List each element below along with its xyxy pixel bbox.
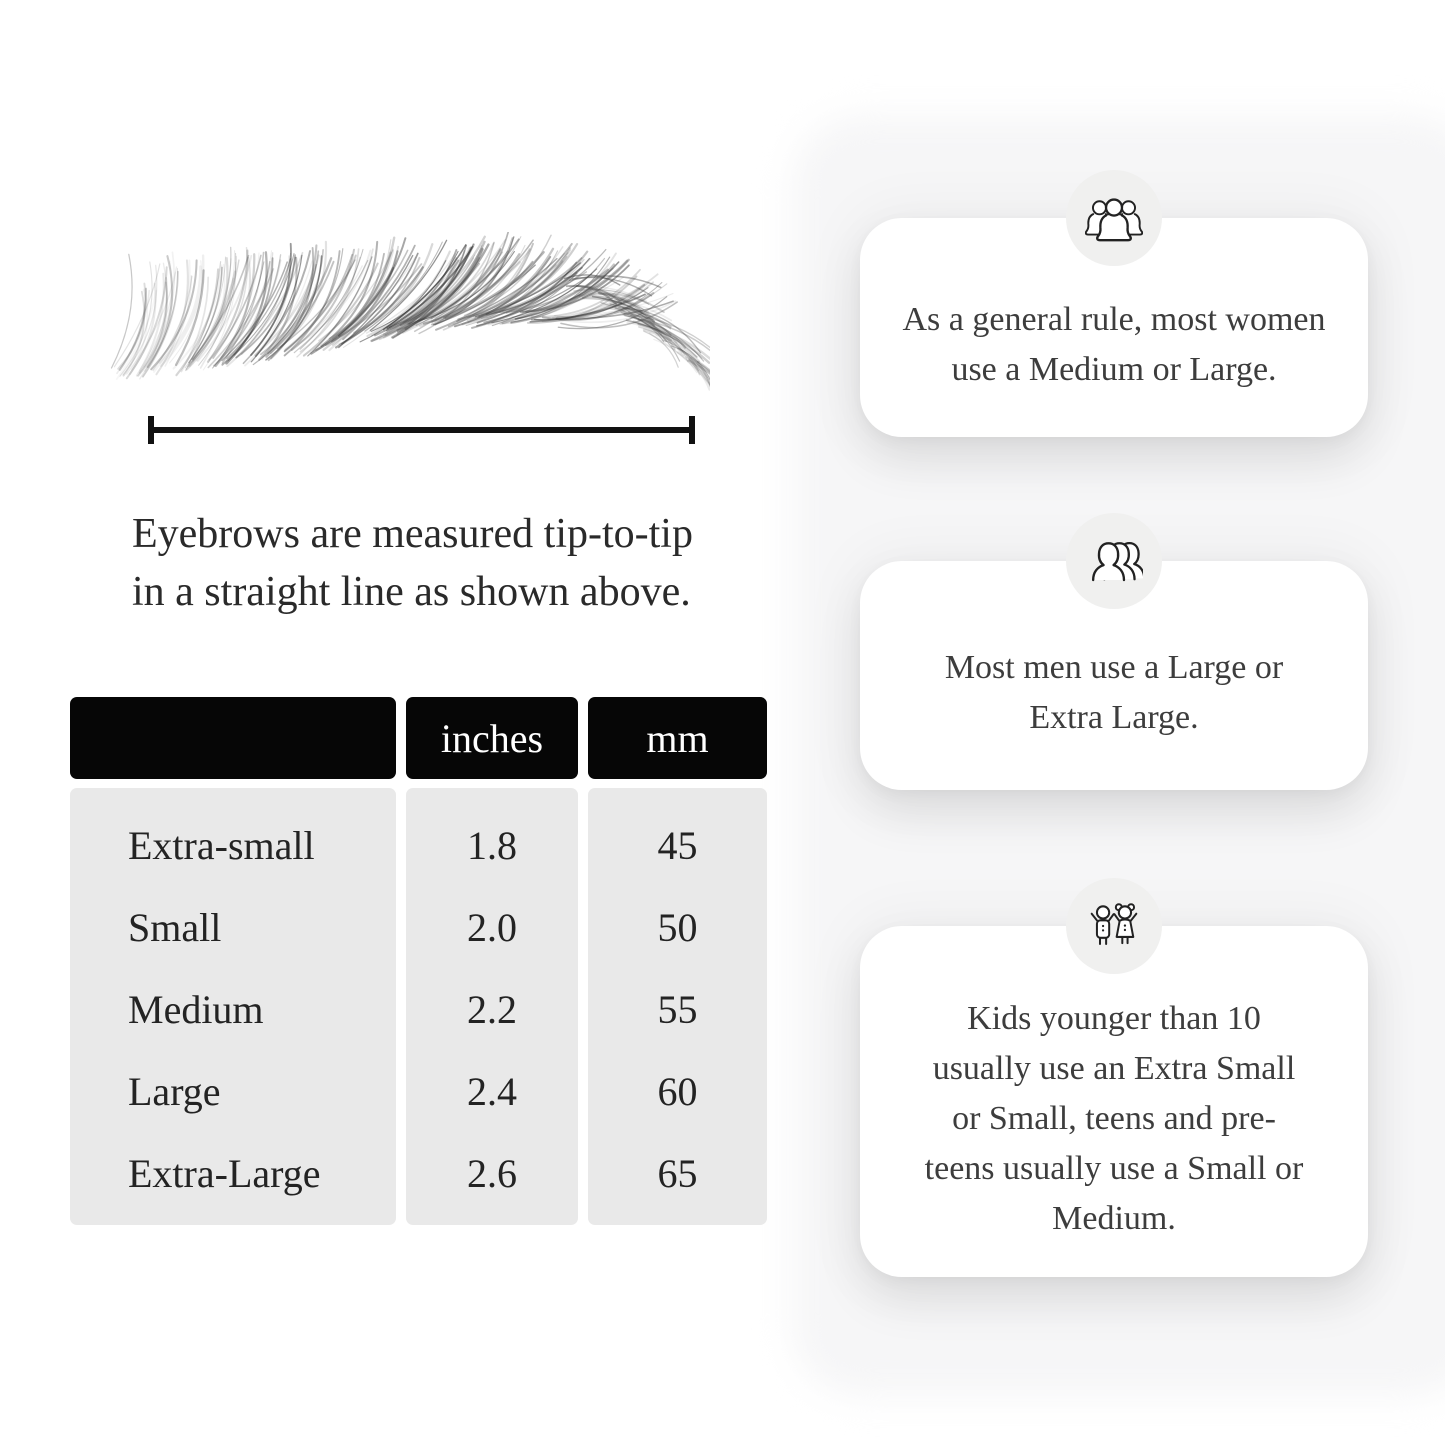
card-text-men: Most men use a Large or Extra Large. [944, 648, 1284, 736]
table-row-label: Extra-Large [128, 1150, 321, 1196]
men-icon-circle [1066, 513, 1162, 609]
mm-column [588, 788, 767, 1225]
info-card-kids [860, 926, 1368, 1277]
table-cell-mm: 45 [657, 822, 698, 868]
table-cell-mm: 65 [657, 1150, 698, 1196]
size-label-column [70, 788, 396, 1225]
caption-line-1: Eyebrows are measured tip-to-tip [132, 511, 693, 557]
card-text-kids: Kids younger than 10 usually use an Extra Small or Small, teens and pre-teens usually use a Small or Medium. [924, 999, 1304, 1237]
measurement-line [148, 427, 695, 433]
info-card-women [860, 218, 1368, 437]
info-card-men [860, 561, 1368, 790]
table-cell-mm: 55 [657, 986, 698, 1032]
size-table-body [70, 788, 767, 1225]
measurement-tick-right [689, 416, 695, 444]
size-table-header [70, 697, 767, 779]
table-cell-inches: 2.4 [467, 1068, 517, 1114]
header-cell-mm: mm [588, 697, 767, 779]
table-cell-inches: 2.0 [467, 904, 517, 950]
table-row-label: Medium [128, 986, 264, 1032]
women-icon-circle [1066, 170, 1162, 266]
header-cell-blank [70, 697, 396, 779]
measurement-tick-left [148, 416, 154, 444]
table-cell-mm: 60 [657, 1068, 698, 1114]
table-row-label: Extra-small [128, 822, 315, 868]
inches-column [406, 788, 578, 1225]
kids-icon-circle [1066, 878, 1162, 974]
size-table [70, 697, 767, 1225]
table-row-label: Small [128, 904, 222, 950]
women-group-icon [1085, 189, 1143, 247]
men-group-icon [1085, 532, 1143, 590]
measurement-caption [132, 505, 693, 621]
table-cell-inches: 2.6 [467, 1150, 517, 1196]
caption-line-2: in a straight line as shown above. [132, 569, 691, 615]
card-text-women: As a general rule, most women use a Medium or Large. [902, 300, 1326, 388]
table-row-label: Large [128, 1068, 221, 1114]
table-cell-inches: 2.2 [467, 986, 517, 1032]
table-cell-inches: 1.8 [467, 822, 517, 868]
header-cell-inches: inches [406, 697, 578, 779]
kids-icon [1086, 898, 1142, 954]
table-cell-mm: 50 [657, 904, 698, 950]
eyebrow-illustration [100, 232, 710, 437]
